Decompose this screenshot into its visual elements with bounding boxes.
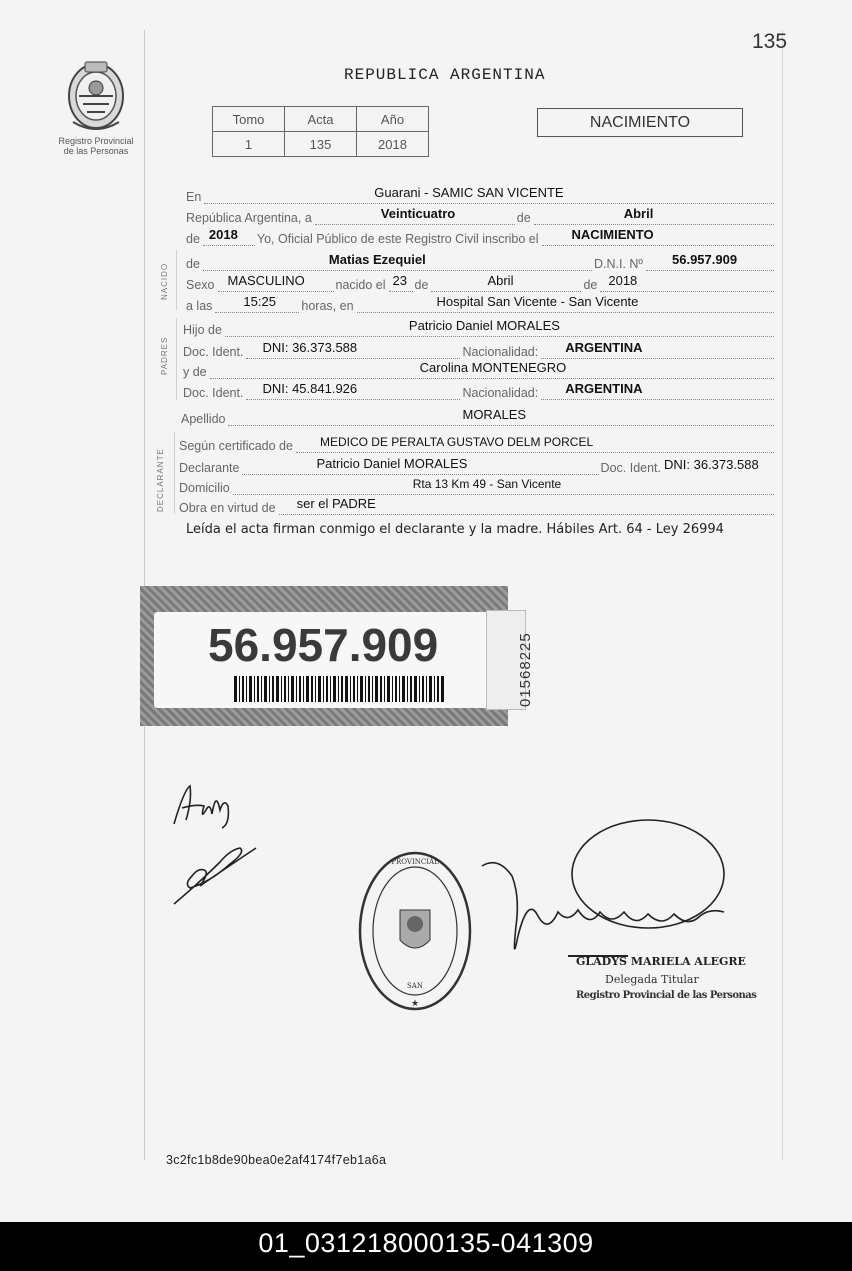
side-label-nacido: NACIDO [160, 262, 169, 300]
value-birth-month: Abril [487, 273, 514, 288]
label-de-2: de [186, 232, 200, 246]
sticker-serial-tab [486, 610, 534, 710]
footer-bar [0, 1222, 852, 1271]
row-time-place [186, 293, 776, 313]
document-title: REPUBLICA ARGENTINA [344, 66, 546, 84]
row-mother-doc [183, 380, 776, 400]
value-father-nat: ARGENTINA [565, 340, 643, 355]
value-inscribe: NACIMIENTO [571, 227, 654, 242]
label-de-1: de [516, 211, 531, 225]
row-place [186, 184, 776, 204]
ref-value-anio: 2018 [357, 132, 429, 157]
label-horas: horas, en [301, 299, 354, 313]
row-father-doc [183, 339, 776, 359]
value-birth-time: 15:25 [243, 294, 276, 309]
registry-logo [56, 56, 136, 156]
label-en: En [186, 190, 202, 204]
row-child [186, 251, 776, 271]
reference-table [212, 106, 429, 157]
registry-stamp-seal [356, 848, 474, 1014]
label-dni: D.N.I. Nº [593, 257, 643, 271]
section-rule-nacido [176, 250, 177, 310]
official-role: Delegada Titular [605, 973, 699, 986]
section-rule-padres [176, 318, 177, 400]
row-surname [181, 406, 776, 426]
sticker-dni-number: 56.957.909 [208, 619, 439, 671]
label-alas: a las [186, 299, 213, 313]
handwritten-signature-1 [170, 780, 240, 830]
row-address [179, 475, 776, 495]
section-rule-declarante [174, 432, 175, 514]
value-mother-nat: ARGENTINA [565, 381, 643, 396]
label-de-child: de [186, 257, 200, 271]
value-year: 2018 [208, 227, 238, 242]
page-number: 135 [752, 30, 788, 53]
value-mother: Carolina MONTENEGRO [419, 360, 567, 375]
value-surname: MORALES [462, 407, 527, 422]
value-child-dni: 56.957.909 [672, 252, 738, 267]
label-segun: Según certificado de [179, 439, 293, 453]
label-doc-mother: Doc. Ident. [183, 386, 244, 400]
value-birth-day: 23 [392, 273, 408, 288]
label-oficial: Yo, Oficial Público de este Registro Civil inscribo el [256, 232, 539, 246]
side-label-declarante: DECLARANTE [156, 448, 165, 512]
label-de-4: de [583, 278, 598, 292]
label-obra: Obra en virtud de [179, 501, 276, 515]
value-child-name: Matias Ezequiel [328, 252, 426, 267]
ref-header-acta: Acta [285, 107, 357, 132]
label-nac-father: Nacionalidad: [462, 345, 539, 359]
document-hash: 3c2fc1b8de90bea0e2af4174f7eb1a6a [166, 1153, 387, 1167]
value-sex: MASCULINO [227, 273, 305, 288]
value-month: Abril [623, 206, 654, 221]
value-birth-place: Hospital San Vicente - San Vicente [436, 294, 639, 309]
value-capacity: ser el PADRE [296, 496, 376, 511]
row-inscription [186, 226, 776, 246]
value-father-doc: DNI: 36.373.588 [262, 340, 358, 355]
label-apellido: Apellido [181, 412, 226, 426]
value-father: Patricio Daniel MORALES [408, 318, 560, 333]
value-birth-year: 2018 [608, 273, 638, 288]
provincial-seal-icon [65, 56, 127, 132]
value-place: Guarani - SAMIC SAN VICENTE [374, 185, 564, 200]
dni-sticker [140, 586, 508, 726]
ref-value-tomo: 1 [213, 132, 285, 157]
label-declarante: Declarante [179, 461, 240, 475]
sticker-serial: 01568225 [517, 632, 534, 707]
official-office: Registro Provincial de las Personas [576, 990, 757, 1001]
value-declarant-doc: DNI: 36.373.588 [664, 457, 759, 472]
row-date [186, 205, 776, 225]
label-yde: y de [183, 365, 207, 379]
side-label-padres: PADRES [160, 336, 169, 375]
label-doc-father: Doc. Ident. [183, 345, 244, 359]
row-certificate [179, 433, 776, 453]
footer-filename: 01_031218000135-041309 [258, 1228, 594, 1258]
value-declarant: Patricio Daniel MORALES [316, 456, 468, 471]
row-sex-birth [186, 272, 776, 292]
label-de-3: de [414, 278, 429, 292]
row-declarant [179, 455, 776, 475]
sticker-panel [154, 612, 498, 708]
closing-statement: Leída el acta firman conmigo el declarante y la madre. Hábiles Art. 64 - Ley 26994 [186, 522, 724, 537]
label-hijo: Hijo de [183, 323, 222, 337]
svg-text:SAN: SAN [407, 982, 423, 990]
svg-text:★: ★ [410, 998, 420, 1008]
ref-header-anio: Año [357, 107, 429, 132]
label-nacido: nacido el [335, 278, 386, 292]
label-doc-declarant: Doc. Ident. [600, 461, 661, 475]
value-day-words: Veinticuatro [380, 206, 456, 221]
official-name: GLADYS MARIELA ALEGRE [576, 955, 746, 968]
ref-header-tomo: Tomo [213, 107, 285, 132]
value-address: Rta 13 Km 49 - San Vicente [412, 477, 562, 491]
row-mother [183, 359, 776, 379]
value-mother-doc: DNI: 45.841.926 [262, 381, 358, 396]
label-nac-mother: Nacionalidad: [462, 386, 539, 400]
record-type-box: NACIMIENTO [537, 108, 743, 137]
value-certificate: MEDICO DE PERALTA GUSTAVO DELM PORCEL [319, 435, 594, 449]
handwritten-signature-2 [170, 842, 265, 908]
logo-caption: Registro Provincial de las Personas [58, 136, 134, 156]
label-sexo: Sexo [186, 278, 215, 292]
ref-value-acta: 135 [285, 132, 357, 157]
svg-text:PROVINCIAL: PROVINCIAL [391, 858, 439, 866]
margin-rule-right [782, 30, 783, 1160]
barcode-icon [234, 676, 444, 702]
row-father [183, 317, 776, 337]
row-capacity [179, 495, 776, 515]
label-republica: República Argentina, a [186, 211, 312, 225]
label-domicilio: Domicilio [179, 481, 230, 495]
